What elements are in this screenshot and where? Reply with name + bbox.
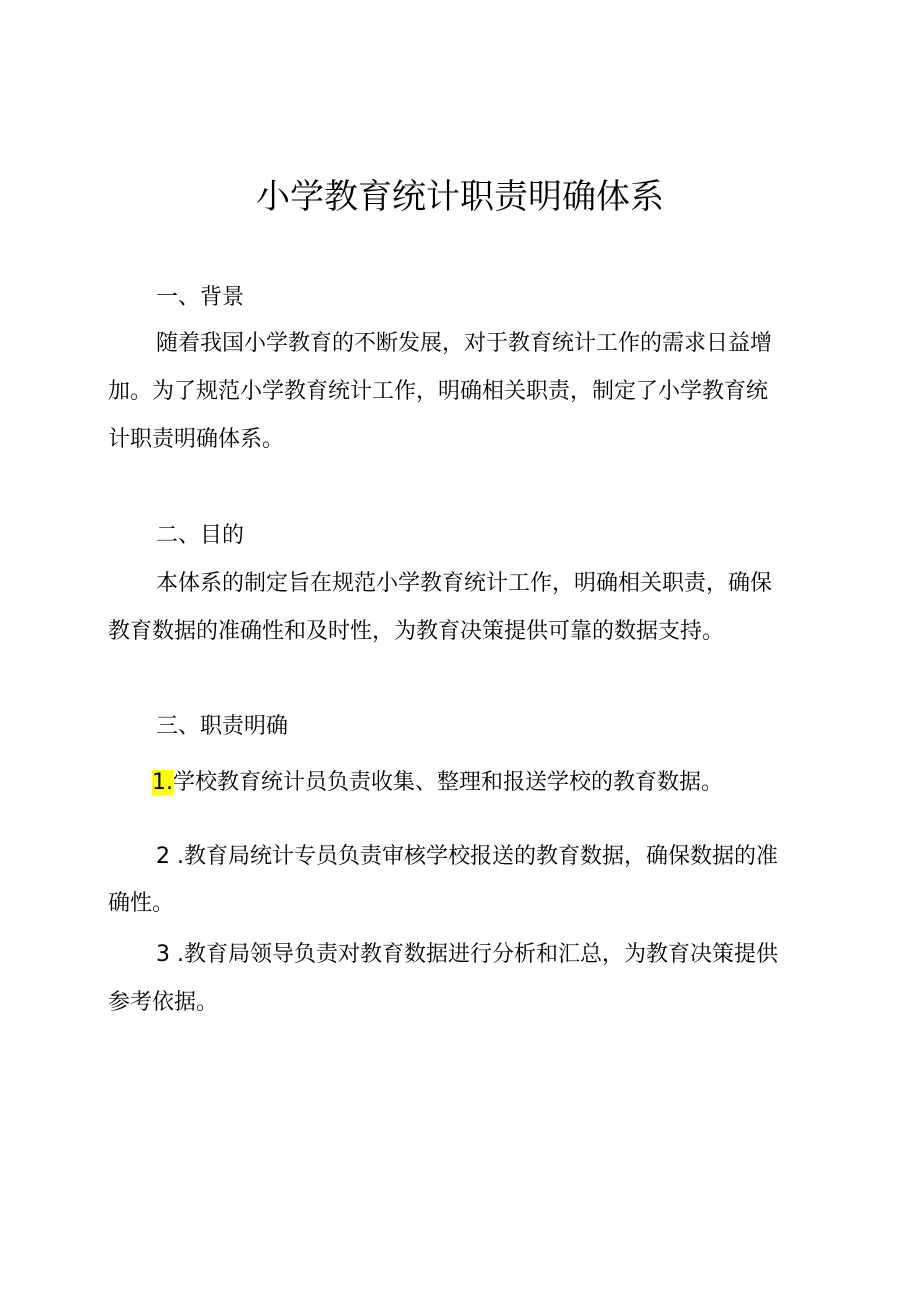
list-item-text: 学校教育统计员负责收集、整理和报送学校的教育数据。 [173, 770, 724, 795]
document-title: 小学教育统计职责明确体系 [256, 177, 664, 217]
paragraph-line: 计职责明确体系。 [108, 427, 285, 452]
paragraph-line: 随着我国小学教育的不断发展，对于教育统计工作的需求日益增 [156, 331, 773, 356]
paragraph-line: 教育数据的准确性和及时性，为教育决策提供可靠的数据支持。 [108, 619, 725, 644]
list-item-continuation: 确性。 [108, 891, 175, 916]
list-number-highlighted: 1. [152, 770, 173, 795]
list-item-text: 教育局领导负责对教育数据进行分析和汇总，为教育决策提供 [183, 942, 778, 967]
section-heading-purpose: 二、目的 [156, 523, 245, 548]
section-heading-background: 一、背景 [156, 285, 245, 310]
list-item-3 [156, 939, 856, 971]
paragraph-line: 本体系的制定旨在规范小学教育统计工作，明确相关职责，确保 [156, 571, 773, 596]
list-item-1 [152, 767, 852, 799]
list-item-2 [156, 841, 856, 873]
section-heading-responsibilities: 三、职责明确 [156, 714, 289, 739]
list-item-continuation: 参考依据。 [108, 990, 219, 1015]
list-number: 2 . [156, 844, 184, 869]
list-item-text: 教育局统计专员负责审核学校报送的教育数据，确保数据的准 [183, 844, 778, 869]
list-number: 3 . [156, 942, 184, 967]
paragraph-line: 加。为了规范小学教育统计工作，明确相关职责，制定了小学教育统 [108, 379, 769, 404]
